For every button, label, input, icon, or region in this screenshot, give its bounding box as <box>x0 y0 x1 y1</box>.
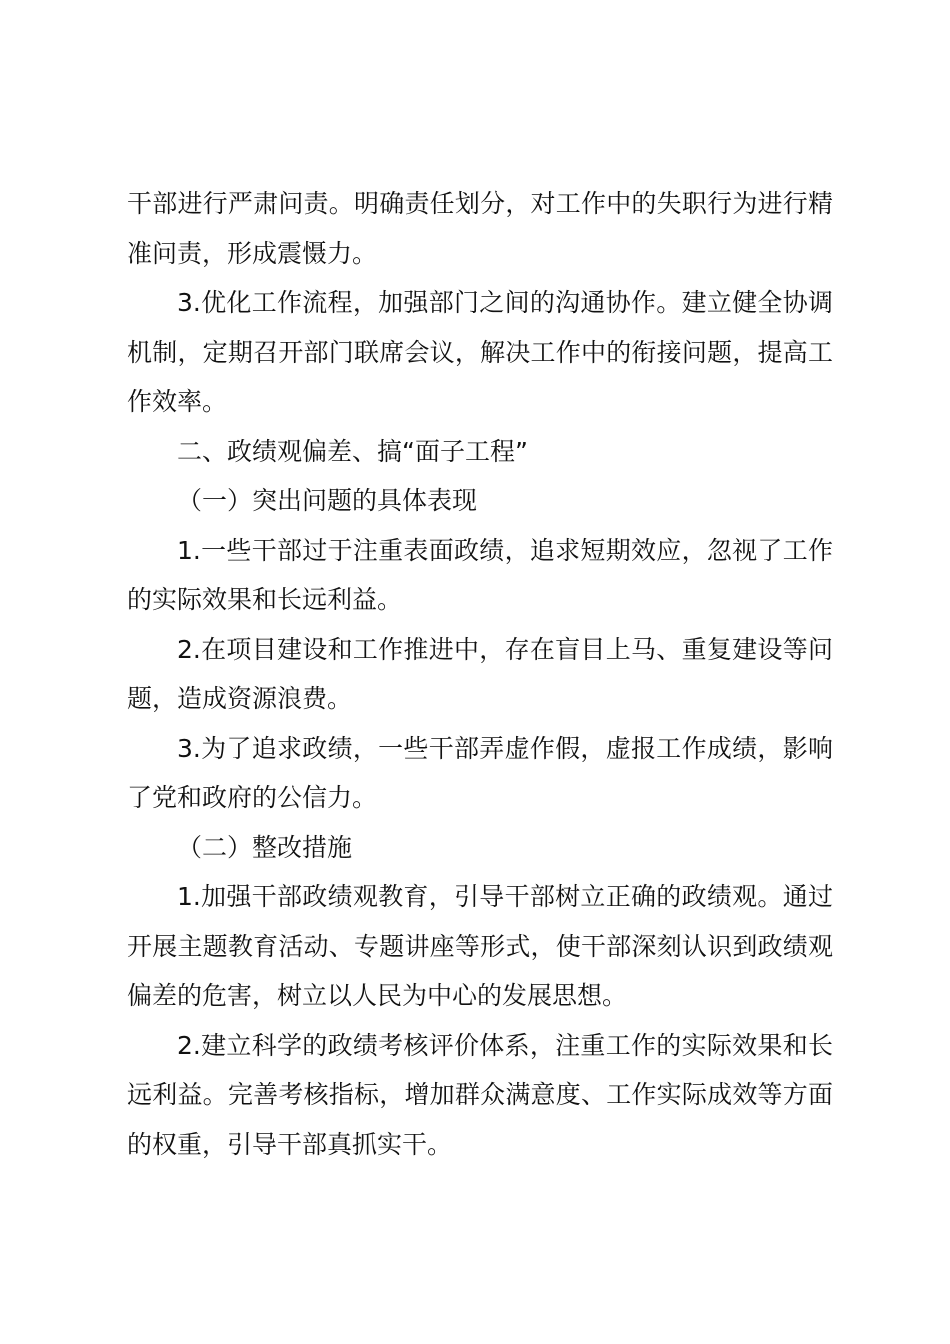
section-heading-2: 二、政绩观偏差、搞“面子工程” <box>177 436 528 466</box>
paragraph-problem-3: 3.为了追求政绩，一些干部弄虚作假，虚报工作成绩，影响了党和政府的公信力。 <box>127 733 833 812</box>
paragraph-item-3-workflow: 3.优化工作流程，加强部门之间的沟通协作。建立健全协调机制，定期召开部门联席会议，解决工作中的衔接问题，提高工作效率。 <box>127 288 833 416</box>
paragraph-continuation: 干部进行严肃问责。明确责任划分，对工作中的失职行为进行精准问责，形成震慑力。 <box>127 189 833 268</box>
paragraph-measure-1: 1.加强干部政绩观教育，引导干部树立正确的政绩观。通过开展主题教育活动、专题讲座等形式，使干部深刻认识到政绩观偏差的危害，树立以人民为中心的发展思想。 <box>127 882 833 1010</box>
paragraph-problem-1: 1.一些干部过于注重表面政绩，追求短期效应，忽视了工作的实际效果和长远利益。 <box>127 535 833 614</box>
paragraph-measure-2: 2.建立科学的政绩考核评价体系，注重工作的实际效果和长远利益。完善考核指标，增加群众满意度、工作实际成效等方面的权重，引导干部真抓实干。 <box>127 1030 833 1159</box>
paragraph-problem-2: 2.在项目建设和工作推进中，存在盲目上马、重复建设等问题，造成资源浪费。 <box>127 634 833 713</box>
subsection-heading-1: （一）突出问题的具体表现 <box>177 486 478 515</box>
subsection-heading-2: （二）整改措施 <box>177 832 353 862</box>
document-body <box>127 179 833 1169</box>
